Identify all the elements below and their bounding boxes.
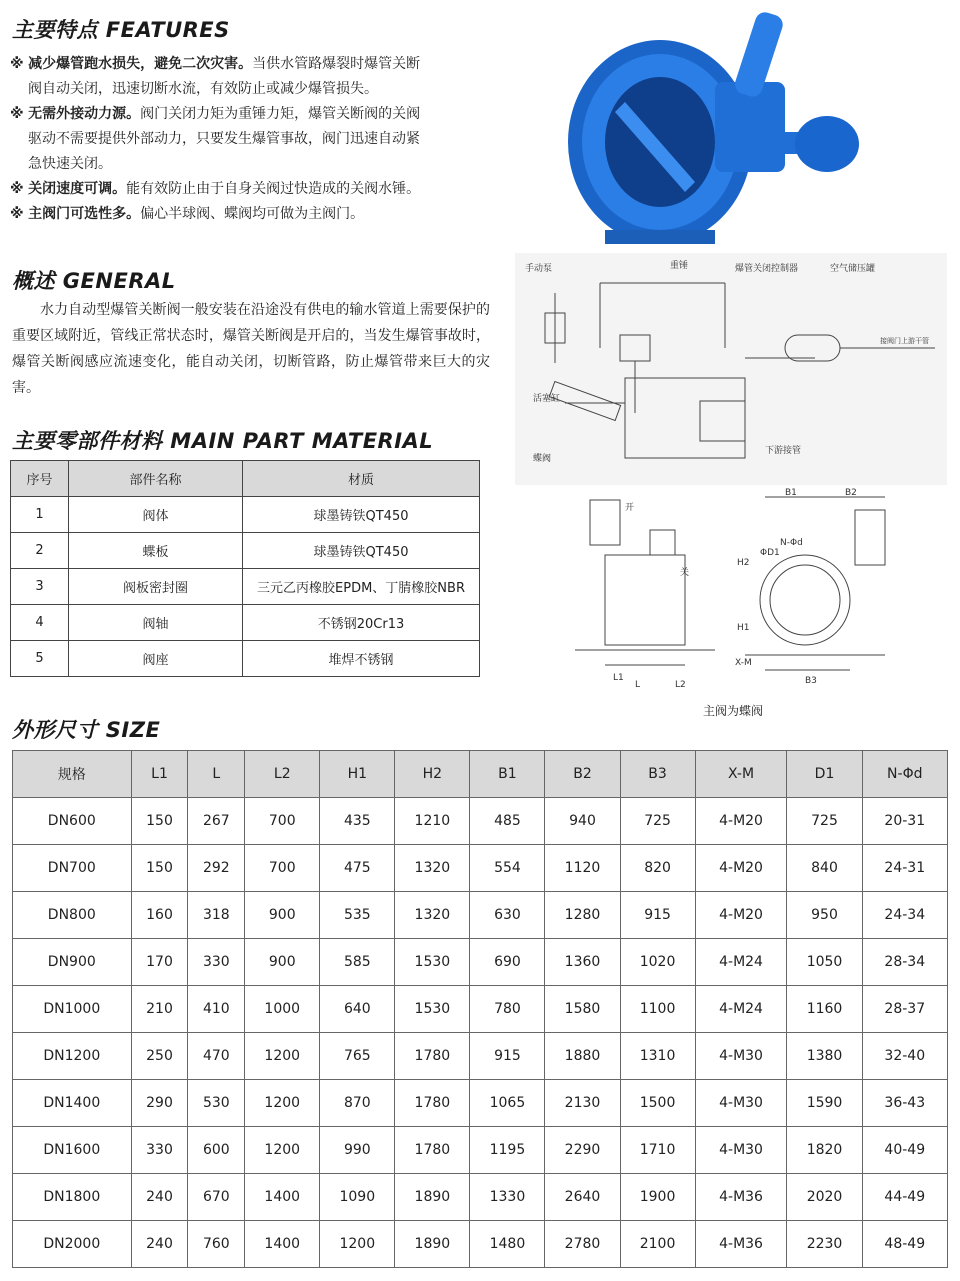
column-header: N-Φd: [862, 751, 947, 798]
table-cell: 1065: [470, 1080, 545, 1127]
table-cell: 1580: [545, 986, 620, 1033]
column-header: B2: [545, 751, 620, 798]
table-cell: DN1200: [13, 1033, 132, 1080]
table-cell: 150: [131, 798, 188, 845]
column-header: X-M: [695, 751, 787, 798]
label-pipe-note: 接阀门上游干管: [880, 337, 929, 345]
table-cell: 1120: [545, 845, 620, 892]
label-weight: 重锤: [670, 261, 689, 271]
table-cell: 24-31: [862, 845, 947, 892]
table-cell: 2780: [545, 1221, 620, 1268]
dim-b2: B2: [845, 488, 857, 498]
table-cell: 1280: [545, 892, 620, 939]
table-cell: 1710: [620, 1127, 695, 1174]
column-header: B3: [620, 751, 695, 798]
table-cell: DN1800: [13, 1174, 132, 1221]
table-cell: 1780: [395, 1033, 470, 1080]
diagram-caption: 主阀为蝶阀: [703, 704, 764, 718]
table-cell: 1320: [395, 845, 470, 892]
label-downstream: 下游接管: [765, 446, 802, 456]
table-cell: 1780: [395, 1080, 470, 1127]
table-cell: 1530: [395, 986, 470, 1033]
table-cell: 4-M24: [695, 939, 787, 986]
table-cell: 1200: [320, 1221, 395, 1268]
table-cell: DN900: [13, 939, 132, 986]
feature-item: ※ 无需外接动力源。阀门关闭力矩为重锤力矩，爆管关断阀的关阀 驱动不需要提供外部动力，只要发生爆管事故，阀门迅速自动紧 急快速关闭。: [10, 106, 421, 172]
table-cell: 4-M30: [695, 1033, 787, 1080]
table-cell: 820: [620, 845, 695, 892]
table-cell: 1500: [620, 1080, 695, 1127]
table-cell: 990: [320, 1127, 395, 1174]
table-cell: 330: [131, 1127, 188, 1174]
table-cell: 1050: [787, 939, 862, 986]
table-cell: 240: [131, 1174, 188, 1221]
table-cell: 1160: [787, 986, 862, 1033]
material-title: 主要零部件材料 MAIN PART MATERIAL: [12, 429, 434, 453]
table-cell: 4-M24: [695, 986, 787, 1033]
table-cell: 435: [320, 798, 395, 845]
table-cell: 670: [188, 1174, 245, 1221]
table-cell: 554: [470, 845, 545, 892]
table-cell: 1380: [787, 1033, 862, 1080]
table-cell: 2100: [620, 1221, 695, 1268]
table-cell: 1780: [395, 1127, 470, 1174]
table-cell: 1200: [245, 1080, 320, 1127]
table-cell: 28-37: [862, 986, 947, 1033]
size-title: 外形尺寸 SIZE: [12, 718, 161, 742]
table-cell: 4-M30: [695, 1080, 787, 1127]
table-row: [13, 1174, 948, 1221]
table-cell: 1000: [245, 986, 320, 1033]
table-cell: 4-M20: [695, 892, 787, 939]
material-table: [10, 460, 480, 677]
table-cell: 1330: [470, 1174, 545, 1221]
table-cell: 1890: [395, 1174, 470, 1221]
table-row: [13, 892, 948, 939]
table-row: [13, 939, 948, 986]
table-cell: 410: [188, 986, 245, 1033]
table-cell: 870: [320, 1080, 395, 1127]
table-cell: 950: [787, 892, 862, 939]
table-row: [13, 845, 948, 892]
table-cell: 48-49: [862, 1221, 947, 1268]
table-cell: 1360: [545, 939, 620, 986]
table-row: 5 阀座 堆焊不锈钢: [11, 641, 480, 677]
general-paragraph: 水力自动型爆管关断阀一般安装在沿途没有供电的输水管道上需要保护的重要区域附近，管线正常状态时，爆管关断阀是开启的，当发生爆管事故时，爆管关断阀感应流速变化，能自动关闭，切断管路，防止爆管带来巨大的灾害。: [12, 302, 490, 396]
column-header: H2: [395, 751, 470, 798]
table-header-row: 序号 部件名称 材质: [11, 461, 480, 497]
table-cell: 250: [131, 1033, 188, 1080]
table-row: [13, 1033, 948, 1080]
table-row: 1 阀体 球墨铸铁QT450: [11, 497, 480, 533]
table-cell: 1890: [395, 1221, 470, 1268]
table-cell: 700: [245, 845, 320, 892]
table-cell: 150: [131, 845, 188, 892]
table-cell: 640: [320, 986, 395, 1033]
label-close: 关: [680, 568, 690, 578]
column-header: D1: [787, 751, 862, 798]
table-cell: 2130: [545, 1080, 620, 1127]
table-cell: 475: [320, 845, 395, 892]
table-cell: 36-43: [862, 1080, 947, 1127]
dim-l: L: [635, 680, 641, 690]
dim-h2: H2: [737, 558, 750, 568]
column-header: L: [188, 751, 245, 798]
table-cell: 725: [620, 798, 695, 845]
dim-l1: L1: [613, 673, 624, 683]
table-cell: 1480: [470, 1221, 545, 1268]
table-cell: 2230: [787, 1221, 862, 1268]
table-cell: 1020: [620, 939, 695, 986]
table-cell: 765: [320, 1033, 395, 1080]
table-cell: 600: [188, 1127, 245, 1174]
dim-b3: B3: [805, 676, 817, 686]
table-row: [13, 798, 948, 845]
table-cell: 1400: [245, 1174, 320, 1221]
table-cell: 700: [245, 798, 320, 845]
features-list: [10, 52, 490, 227]
table-cell: 4-M36: [695, 1174, 787, 1221]
table-cell: 915: [620, 892, 695, 939]
table-cell: 1195: [470, 1127, 545, 1174]
table-cell: 1090: [320, 1174, 395, 1221]
feature-item: ※ 关闭速度可调。能有效防止由于自身关阀过快造成的关阀水锤。: [10, 181, 421, 197]
table-cell: DN800: [13, 892, 132, 939]
table-cell: 915: [470, 1033, 545, 1080]
table-cell: 1200: [245, 1033, 320, 1080]
table-cell: 240: [131, 1221, 188, 1268]
table-cell: 40-49: [862, 1127, 947, 1174]
table-cell: 940: [545, 798, 620, 845]
valve-photo: [565, 12, 895, 247]
table-row: [13, 1080, 948, 1127]
table-cell: 2640: [545, 1174, 620, 1221]
label-open: 开: [625, 503, 635, 513]
table-row: 2 蝶板 球墨铸铁QT450: [11, 533, 480, 569]
table-cell: DN600: [13, 798, 132, 845]
dim-xm: X-M: [735, 658, 752, 668]
table-cell: 900: [245, 892, 320, 939]
dim-h1: H1: [737, 623, 750, 633]
size-table: [12, 750, 948, 1268]
table-cell: DN1600: [13, 1127, 132, 1174]
dim-l2: L2: [675, 680, 686, 690]
side-view-drawing: [565, 490, 725, 690]
label-piston: 活塞缸: [533, 394, 561, 404]
table-cell: DN700: [13, 845, 132, 892]
table-cell: 4-M30: [695, 1127, 787, 1174]
table-cell: 1310: [620, 1033, 695, 1080]
table-cell: 780: [470, 986, 545, 1033]
table-cell: 840: [787, 845, 862, 892]
table-cell: 2290: [545, 1127, 620, 1174]
feature-item: ※ 主阀门可选性多。偏心半球阀、蝶阀均可做为主阀门。: [10, 206, 365, 222]
general-title: 概述 GENERAL: [12, 269, 176, 293]
table-cell: 1200: [245, 1127, 320, 1174]
table-cell: 535: [320, 892, 395, 939]
column-header: L2: [245, 751, 320, 798]
table-cell: 900: [245, 939, 320, 986]
table-cell: DN2000: [13, 1221, 132, 1268]
table-cell: 1210: [395, 798, 470, 845]
dim-b1: B1: [785, 488, 797, 498]
table-row: 4 阀轴 不锈钢20Cr13: [11, 605, 480, 641]
table-cell: DN1400: [13, 1080, 132, 1127]
system-schematic: [515, 253, 947, 485]
table-cell: 292: [188, 845, 245, 892]
table-row: [13, 986, 948, 1033]
table-cell: 4-M20: [695, 845, 787, 892]
table-header-row: [13, 751, 948, 798]
label-manual-pump: 手动泵: [525, 264, 553, 274]
table-cell: 690: [470, 939, 545, 986]
table-cell: 24-34: [862, 892, 947, 939]
table-cell: 1320: [395, 892, 470, 939]
table-cell: 4-M36: [695, 1221, 787, 1268]
feature-item: ※ 减少爆管跑水损失，避免二次灾害。当供水管路爆裂时爆管关断 阀自动关闭，迅速切断水流，有效防止或减少爆管损失。: [10, 56, 421, 97]
table-cell: 267: [188, 798, 245, 845]
front-view-drawing: [735, 485, 900, 695]
table-cell: 318: [188, 892, 245, 939]
label-butterfly: 蝶阀: [533, 454, 552, 464]
table-cell: 330: [188, 939, 245, 986]
features-title: 主要特点 FEATURES: [12, 18, 230, 42]
table-cell: 2020: [787, 1174, 862, 1221]
table-cell: 485: [470, 798, 545, 845]
dim-d1: ΦD1: [760, 548, 780, 558]
table-cell: 1880: [545, 1033, 620, 1080]
column-header: 规格: [13, 751, 132, 798]
table-cell: 1400: [245, 1221, 320, 1268]
table-cell: DN1000: [13, 986, 132, 1033]
table-cell: 210: [131, 986, 188, 1033]
table-cell: 1530: [395, 939, 470, 986]
table-cell: 1590: [787, 1080, 862, 1127]
table-cell: 160: [131, 892, 188, 939]
table-cell: 725: [787, 798, 862, 845]
label-air-tank: 空气储压罐: [830, 264, 876, 274]
column-header: L1: [131, 751, 188, 798]
table-cell: 20-31: [862, 798, 947, 845]
table-cell: 760: [188, 1221, 245, 1268]
dim-nd: N-Φd: [780, 538, 803, 548]
table-cell: 290: [131, 1080, 188, 1127]
table-cell: 530: [188, 1080, 245, 1127]
table-cell: 4-M20: [695, 798, 787, 845]
table-cell: 170: [131, 939, 188, 986]
label-controller: 爆管关闭控制器: [735, 264, 799, 274]
table-cell: 28-34: [862, 939, 947, 986]
column-header: H1: [320, 751, 395, 798]
table-cell: 470: [188, 1033, 245, 1080]
table-row: [13, 1127, 948, 1174]
table-cell: 630: [470, 892, 545, 939]
table-cell: 1900: [620, 1174, 695, 1221]
table-cell: 585: [320, 939, 395, 986]
column-header: B1: [470, 751, 545, 798]
table-row: [13, 1221, 948, 1268]
table-cell: 44-49: [862, 1174, 947, 1221]
table-cell: 1820: [787, 1127, 862, 1174]
table-cell: 1100: [620, 986, 695, 1033]
table-cell: 32-40: [862, 1033, 947, 1080]
table-row: 3 阀板密封圈 三元乙丙橡胶EPDM、丁腈橡胶NBR: [11, 569, 480, 605]
